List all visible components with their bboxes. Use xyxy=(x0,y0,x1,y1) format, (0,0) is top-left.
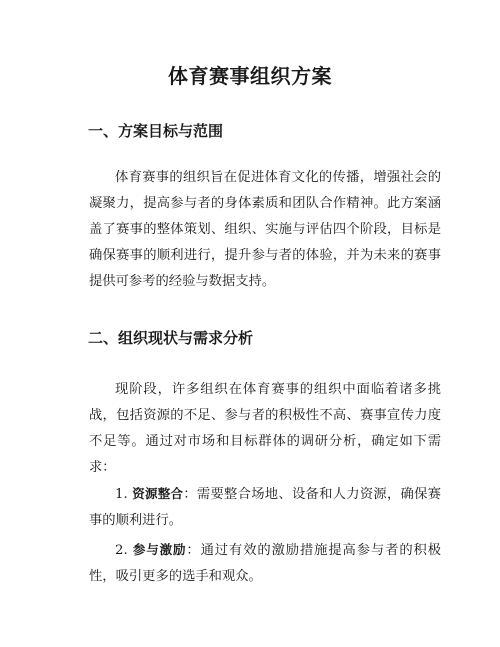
list-item-text: 需要整合场地、设备和人力资源，确保赛事的顺利进行。 xyxy=(89,487,441,528)
list-item-term: 资源整合 xyxy=(132,486,184,501)
section-heading-analysis: 二、组织现状与需求分析 xyxy=(88,329,254,347)
list-item-number: 2. xyxy=(115,543,128,558)
section-paragraph-goals: 体育赛事的组织旨在促进体育文化的传播，增强社会的凝聚力，提高参与者的身体素质和团队合作精神。此方案涵盖了赛事的整体策划、组织、实施与评估四个阶段，目标是确保赛事的顺利进行，提升参与者的体验，并为未来的赛事提供可参考的经验与数据支持。 xyxy=(89,170,441,289)
section-paragraph-analysis: 现阶段，许多组织在体育赛事的组织中面临着诸多挑战，包括资源的不足、参与者的积极性不高、赛事宣传力度不足等。通过对市场和目标群体的调研分析，确定如下需求： xyxy=(89,382,441,475)
list-item-separator: ： xyxy=(183,487,197,502)
section-heading-goals: 一、方案目标与范围 xyxy=(88,122,224,140)
document-title: 体育赛事组织方案 xyxy=(168,64,332,88)
list-item-separator: ： xyxy=(186,543,201,558)
list-item-participation-incentive xyxy=(89,537,441,590)
list-item-text: 通过有效的激励措施提高参与者的积极性，吸引更多的选手和观众。 xyxy=(89,543,441,584)
list-item-resource-integration xyxy=(89,481,441,534)
list-item-term: 参与激励 xyxy=(132,542,187,557)
list-item-number: 1. xyxy=(115,487,128,502)
